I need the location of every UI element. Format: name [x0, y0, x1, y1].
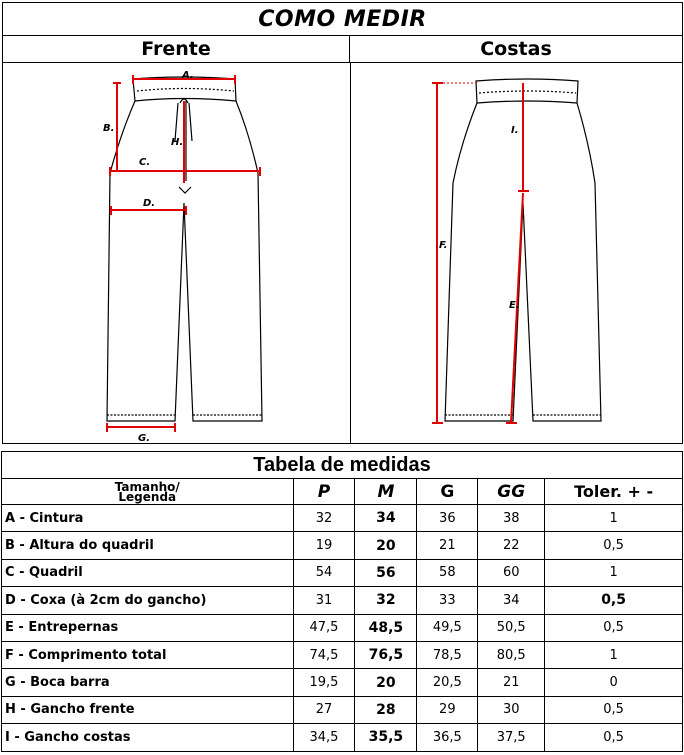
- front-view-heading: Frente: [3, 36, 350, 62]
- size-gg-value: 37,5: [478, 724, 545, 751]
- size-m-value: 48,5: [355, 614, 417, 641]
- size-g-value: 36,5: [417, 724, 478, 751]
- size-p-value: 54: [293, 559, 355, 586]
- back-view-heading: Costas: [480, 38, 552, 60]
- table-row: [2, 559, 683, 586]
- size-p-value: 74,5: [293, 641, 355, 668]
- label-g: G.: [138, 433, 151, 443]
- table-row: [2, 641, 683, 668]
- size-header-gg: GG: [478, 479, 545, 505]
- label-b: B.: [103, 123, 115, 134]
- size-gg-value: 60: [478, 559, 545, 586]
- size-gg-value: 34: [478, 587, 545, 614]
- measurement-label: I - Gancho costas: [2, 724, 294, 751]
- size-gg-value: 21: [478, 669, 545, 696]
- table-row: [2, 532, 683, 559]
- table-row: [2, 669, 683, 696]
- measurement-label: F - Comprimento total: [2, 641, 294, 668]
- table-row: [2, 724, 683, 751]
- size-p-value: 47,5: [293, 614, 355, 641]
- size-p-value: 19: [293, 532, 355, 559]
- label-i: I.: [511, 125, 519, 136]
- size-header-m: M: [355, 479, 417, 505]
- table-title: Tabela de medidas: [2, 452, 683, 479]
- size-g-value: 49,5: [417, 614, 478, 641]
- measurement-label: G - Boca barra: [2, 669, 294, 696]
- label-d: D.: [143, 198, 156, 209]
- size-g-value: 20,5: [417, 669, 478, 696]
- size-m-value: 56: [355, 559, 417, 586]
- size-legend-header: Tamanho/ Legenda: [2, 479, 294, 505]
- size-g-value: 36: [417, 505, 478, 532]
- size-header-g: G: [417, 479, 478, 505]
- measurement-label: D - Coxa (à 2cm do gancho): [2, 587, 294, 614]
- size-p-value: 19,5: [293, 669, 355, 696]
- size-g-value: 58: [417, 559, 478, 586]
- measurement-label: B - Altura do quadril: [2, 532, 294, 559]
- size-gg-value: 38: [478, 505, 545, 532]
- size-p-value: 31: [293, 587, 355, 614]
- size-g-value: 21: [417, 532, 478, 559]
- size-gg-value: 22: [478, 532, 545, 559]
- size-m-value: 76,5: [355, 641, 417, 668]
- measurements-table: [1, 451, 683, 752]
- size-g-value: 33: [417, 587, 478, 614]
- size-gg-value: 50,5: [478, 614, 545, 641]
- measurement-lines: [107, 75, 529, 432]
- tolerance-value: 0: [545, 669, 683, 696]
- table-row: [2, 587, 683, 614]
- size-p-value: 34,5: [293, 724, 355, 751]
- size-p-value: 32: [293, 505, 355, 532]
- tolerance-value: 1: [545, 641, 683, 668]
- tolerance-header: Toler. + -: [545, 479, 683, 505]
- measurement-label: C - Quadril: [2, 559, 294, 586]
- size-gg-value: 80,5: [478, 641, 545, 668]
- size-p-value: 27: [293, 696, 355, 723]
- tolerance-value: 1: [545, 505, 683, 532]
- table-row: [2, 614, 683, 641]
- size-m-value: 34: [355, 505, 417, 532]
- tolerance-value: 0,5: [545, 532, 683, 559]
- size-m-value: 32: [355, 587, 417, 614]
- label-a: A.: [182, 70, 194, 81]
- label-e: E.: [509, 300, 520, 311]
- table-row: [2, 505, 683, 532]
- table-row: [2, 696, 683, 723]
- size-m-value: 20: [355, 532, 417, 559]
- label-f: F.: [439, 240, 448, 251]
- label-h: H.: [171, 137, 184, 148]
- size-gg-value: 30: [478, 696, 545, 723]
- tolerance-value: 0,5: [545, 696, 683, 723]
- how-to-measure-panel: [2, 2, 683, 444]
- tolerance-value: 1: [545, 559, 683, 586]
- tolerance-value: 0,5: [545, 587, 683, 614]
- size-g-value: 78,5: [417, 641, 478, 668]
- measurement-label: A - Cintura: [2, 505, 294, 532]
- page-title: COMO MEDIR: [3, 3, 682, 36]
- size-m-value: 20: [355, 669, 417, 696]
- tolerance-value: 0,5: [545, 724, 683, 751]
- label-c: C.: [139, 157, 151, 168]
- size-header-p: P: [293, 479, 355, 505]
- measurement-label: H - Gancho frente: [2, 696, 294, 723]
- table-header-row: [2, 479, 683, 505]
- tolerance-value: 0,5: [545, 614, 683, 641]
- size-m-value: 35,5: [355, 724, 417, 751]
- size-g-value: 29: [417, 696, 478, 723]
- pants-measurement-diagram: [3, 3, 682, 443]
- measurement-label: E - Entrepernas: [2, 614, 294, 641]
- size-m-value: 28: [355, 696, 417, 723]
